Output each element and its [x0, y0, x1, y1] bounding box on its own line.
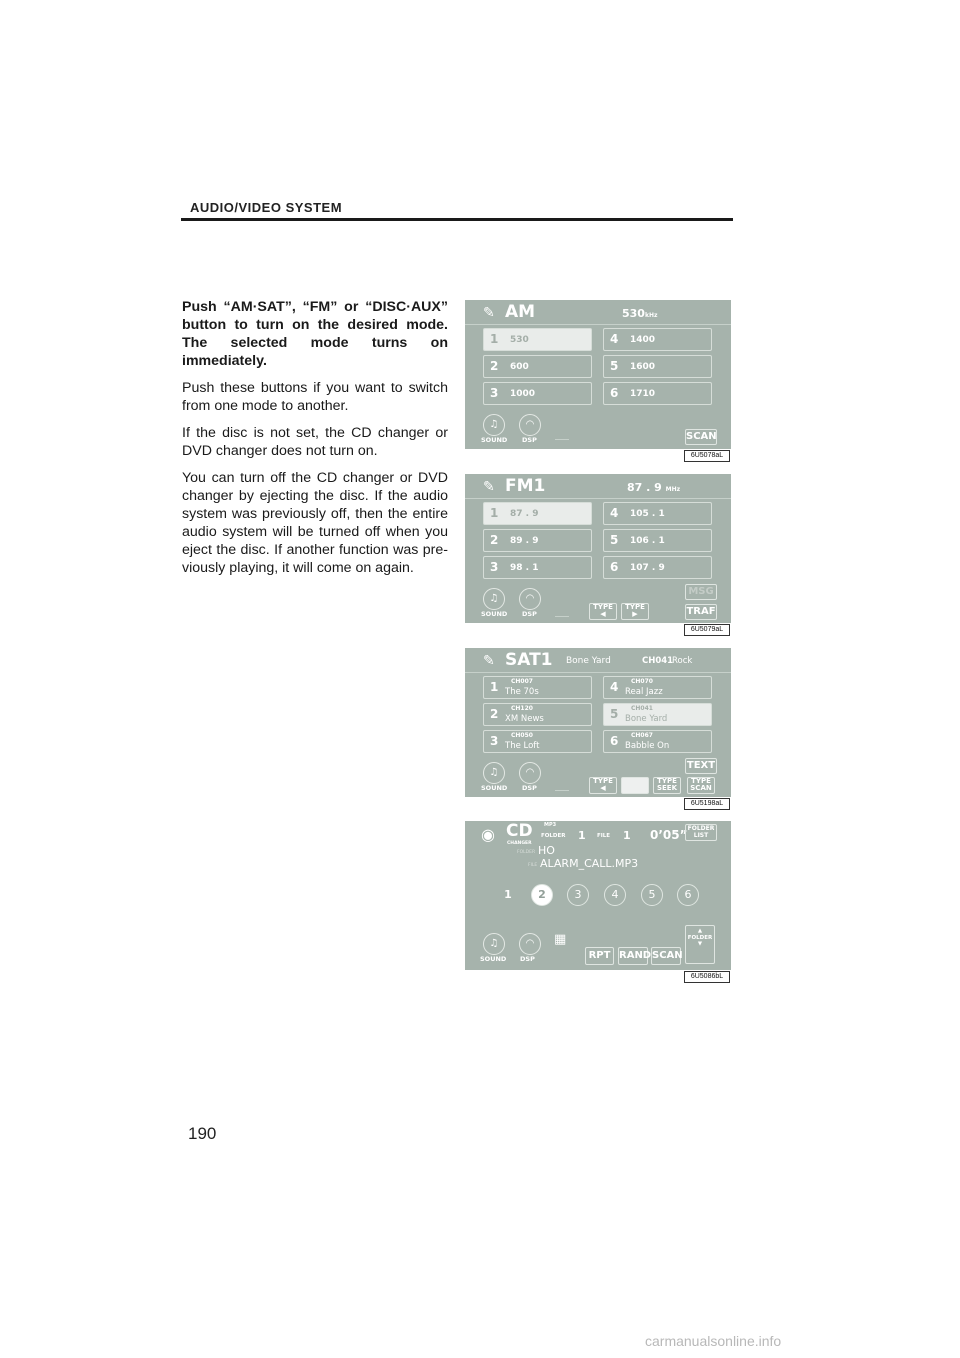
sound-icon[interactable]: ♫	[483, 588, 505, 610]
disc-stack-icon: ▦	[554, 932, 567, 947]
folder-name-label: FOLDER	[517, 850, 536, 855]
instruction-paragraph: Push “AM·SAT”, “FM” or “DISC·AUX” button to turn on the desired mode. The selected mode turns on immediately.	[182, 299, 448, 369]
am-preset-5[interactable]: 5 1600	[603, 355, 712, 378]
disc-button-5[interactable]: 5	[641, 884, 663, 906]
disc-button-3[interactable]: 3	[567, 884, 589, 906]
dsp-icon[interactable]: ◠	[519, 933, 541, 955]
disc-button-1[interactable]: 1	[504, 888, 512, 901]
am-preset-1[interactable]: 1 530	[483, 328, 592, 351]
folder-name: HO	[538, 844, 555, 857]
divider	[555, 439, 569, 440]
image-code: 6U5086bL	[684, 971, 730, 983]
dsp-icon[interactable]: ◠	[519, 588, 541, 610]
divider	[555, 616, 569, 617]
sat-song: Bone Yard	[566, 656, 611, 666]
traf-button[interactable]: TRAF	[685, 604, 717, 620]
sound-icon[interactable]: ♫	[483, 933, 505, 955]
file-number: 1	[623, 829, 631, 842]
scan-button[interactable]: SCAN	[685, 429, 717, 445]
disc-button-4[interactable]: 4	[604, 884, 626, 906]
scan-button[interactable]: SCAN	[651, 947, 681, 965]
sat-preset-3[interactable]: 3 CH050 The Loft	[483, 730, 592, 753]
header-rule	[181, 218, 733, 221]
folder-number: 1	[578, 829, 586, 842]
antenna-icon: ✎	[483, 479, 495, 495]
cd-screen	[465, 821, 731, 970]
antenna-icon: ✎	[483, 305, 495, 321]
dsp-label: DSP	[520, 955, 535, 963]
sound-label: SOUND	[481, 610, 508, 618]
type-prev-button[interactable]: TYPE ◀	[589, 777, 617, 794]
am-preset-6[interactable]: 6 1710	[603, 382, 712, 405]
am-preset-3[interactable]: 3 1000	[483, 382, 592, 405]
rpt-button[interactable]: RPT	[585, 947, 614, 965]
fm-frequency: 87 . 9 MHz	[627, 481, 681, 494]
play-time: 0’05”	[650, 828, 688, 842]
sat-preset-1[interactable]: 1 CH007 The 70s	[483, 676, 592, 699]
format-label: MP3	[544, 822, 557, 828]
am-title: AM	[505, 302, 536, 322]
text-button[interactable]: TEXT	[685, 758, 717, 774]
sat-preset-2[interactable]: 2 CH120 XM News	[483, 703, 592, 726]
divider	[555, 790, 569, 791]
disc-button-6[interactable]: 6	[677, 884, 699, 906]
sat-preset-6[interactable]: 6 CH067 Babble On	[603, 730, 712, 753]
paragraph-disc-not-set: If the disc is not set, the CD changer or DVD changer does not turn on.	[182, 425, 448, 459]
sat-topbar	[465, 648, 731, 673]
msg-button[interactable]: MSG	[685, 584, 717, 600]
image-code: 6U5198aL	[684, 798, 730, 810]
fm-preset-5[interactable]: 5 106 . 1	[603, 529, 712, 552]
image-code: 6U5079aL	[684, 624, 730, 636]
file-name-label: FILE	[528, 863, 538, 868]
section-title: AUDIO/VIDEO SYSTEM	[190, 200, 343, 215]
file-label: FILE	[597, 833, 611, 839]
sat-channel: CH041	[642, 656, 674, 666]
folder-label: FOLDER	[541, 833, 566, 839]
disc-icon: ◉	[481, 825, 495, 844]
footer-watermark: carmanualsonline.info	[645, 1333, 782, 1349]
am-frequency: 530kHz	[622, 307, 658, 320]
fm-topbar	[465, 474, 731, 499]
fm-preset-3[interactable]: 3 98 . 1	[483, 556, 592, 579]
am-preset-2[interactable]: 2 600	[483, 355, 592, 378]
am-topbar	[465, 300, 731, 325]
image-code: 6U5078aL	[684, 450, 730, 462]
sound-label: SOUND	[480, 955, 507, 963]
am-screen	[465, 300, 731, 449]
sound-icon[interactable]: ♫	[483, 414, 505, 436]
type-next-button[interactable]: TYPE ▶	[621, 603, 649, 620]
sat-screen	[465, 648, 731, 797]
fm-title: FM1	[505, 476, 546, 496]
folder-updown-button[interactable]: ▲ FOLDER ▼	[685, 925, 715, 964]
fm-preset-6[interactable]: 6 107 . 9	[603, 556, 712, 579]
dsp-icon[interactable]: ◠	[519, 762, 541, 784]
dsp-label: DSP	[522, 436, 537, 444]
type-seek-button[interactable]: TYPE SEEK	[653, 777, 681, 794]
type-prev-button[interactable]: TYPE ◀	[589, 603, 617, 620]
dsp-label: DSP	[522, 784, 537, 792]
page-number: 190	[188, 1124, 217, 1143]
arrow-down-icon: ▼	[697, 941, 703, 948]
type-scan-button[interactable]: TYPE SCAN	[687, 777, 715, 794]
paragraph-eject-disc: You can turn off the CD changer or DVD changer by ejecting the disc. If the audio system was previously off, then the entire audio system will be turned off when you eject the disc. If another function was pre-viously playing, it will come on again.	[182, 470, 448, 576]
file-name: ALARM_CALL.MP3	[540, 857, 639, 870]
arrow-up-icon: ▲	[697, 928, 703, 934]
dsp-icon[interactable]: ◠	[519, 414, 541, 436]
sound-label: SOUND	[481, 436, 508, 444]
fm-preset-4[interactable]: 4 105 . 1	[603, 502, 712, 525]
fm-screen	[465, 474, 731, 623]
sat-preset-5[interactable]: 5 CH041 Bone Yard	[603, 703, 712, 726]
fm-preset-2[interactable]: 2 89 . 9	[483, 529, 592, 552]
disc-button-2[interactable]: 2	[531, 884, 553, 906]
sat-title: SAT1	[505, 650, 553, 670]
dsp-label: DSP	[522, 610, 537, 618]
sat-preset-4[interactable]: 4 CH070 Real Jazz	[603, 676, 712, 699]
body-text	[182, 298, 448, 586]
fm-preset-1[interactable]: 1 87 . 9	[483, 502, 592, 525]
rand-button[interactable]: RAND	[618, 947, 648, 965]
sound-label: SOUND	[481, 784, 508, 792]
sound-icon[interactable]: ♫	[483, 762, 505, 784]
cd-subtitle: CHANGER	[507, 841, 532, 846]
cd-title: CD	[506, 821, 533, 841]
blank-button[interactable]	[621, 777, 649, 794]
paragraph-switch-mode: Push these buttons if you want to switch from one mode to another.	[182, 380, 448, 414]
sat-category: Rock	[672, 656, 693, 666]
am-preset-4[interactable]: 4 1400	[603, 328, 712, 351]
antenna-icon: ✎	[483, 653, 495, 669]
folder-list-button[interactable]: FOLDER LIST	[685, 824, 717, 841]
